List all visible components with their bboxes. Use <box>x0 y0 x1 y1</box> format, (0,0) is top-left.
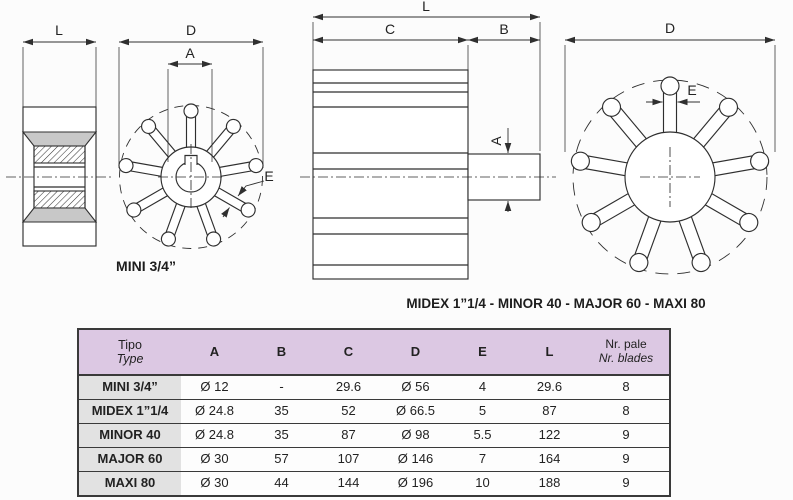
table-cell: 4 <box>478 379 487 395</box>
table-cell: Ø 30 <box>181 472 248 497</box>
table-row <box>78 424 670 448</box>
table-row <box>78 448 670 472</box>
row-label: MINOR 40 <box>78 424 181 448</box>
table-header-row <box>78 329 670 375</box>
header-nr-blades: Nr. blades <box>598 351 654 365</box>
table-cell: 8 <box>583 400 670 424</box>
table-cell: 35 <box>248 400 315 424</box>
dim-label-mini-L: L <box>55 22 63 38</box>
table-cell: Ø 98 <box>382 424 449 448</box>
table-cell: Ø 146 <box>382 448 449 472</box>
table-row <box>78 375 670 400</box>
dim-label-large-D: D <box>664 20 676 36</box>
spec-table <box>77 328 671 497</box>
mini-hub-shoulder-bottom <box>23 208 96 222</box>
table-cell: 122 <box>516 424 583 448</box>
table-cell: 5 <box>449 400 516 424</box>
table-header-E: E <box>449 329 516 375</box>
large-body <box>313 70 468 279</box>
table-cell: 9 <box>583 472 670 497</box>
table-cell: 57 <box>248 448 315 472</box>
large-front-view <box>565 20 775 274</box>
table-cell: Ø 66.5 <box>382 400 449 424</box>
table-cell: 29.6 <box>536 379 563 395</box>
dim-label-large-B: B <box>499 21 509 37</box>
dim-label-mini-A: A <box>185 45 195 61</box>
header-nr-pale: Nr. pale <box>605 337 647 352</box>
table-cell: 9 <box>583 424 670 448</box>
dim-label-mini-E: E <box>264 168 274 184</box>
table-cell: 87 <box>315 424 382 448</box>
row-label: MINI 3/4” <box>78 375 181 400</box>
table-cell: 7 <box>449 448 516 472</box>
table-cell: Ø 30 <box>181 448 248 472</box>
large-caption: MIDEX 1”1/4 - MINOR 40 - MAJOR 60 - MAXI 80 <box>406 296 706 311</box>
table-cell: Ø 24.8 <box>181 400 248 424</box>
table-cell: 10 <box>449 472 516 497</box>
mini-hub-hatch-top <box>34 146 85 163</box>
header-tipo: Tipo <box>118 337 142 352</box>
dim-label-mini-D: D <box>185 22 197 38</box>
row-label: MAXI 80 <box>78 472 181 497</box>
table-cell: 144 <box>315 472 382 497</box>
mini-front-view <box>118 22 274 249</box>
table-cell: 107 <box>315 448 382 472</box>
table-row <box>78 400 670 424</box>
table-cell: Ø 56 <box>401 379 430 395</box>
table-cell: 5.5 <box>449 424 516 448</box>
table-cell: Ø 12 <box>200 379 229 395</box>
table-cell: 87 <box>516 400 583 424</box>
table-cell: Ø 24.8 <box>181 424 248 448</box>
table-cell: 188 <box>516 472 583 497</box>
table-header-D: D <box>382 329 449 375</box>
table-cell: 29.6 <box>335 379 362 395</box>
table-header-C: C <box>315 329 382 375</box>
row-label: MIDEX 1”1/4 <box>78 400 181 424</box>
table-cell: 164 <box>516 448 583 472</box>
dim-label-large-A: A <box>488 136 504 146</box>
mini-caption: MINI 3/4” <box>116 258 176 274</box>
dim-label-large-C: C <box>384 21 396 37</box>
row-label: MAJOR 60 <box>78 448 181 472</box>
large-hub <box>625 132 715 222</box>
table-header-A: A <box>181 329 248 375</box>
dim-label-large-L: L <box>422 0 430 14</box>
table-cell: Ø 196 <box>382 472 449 497</box>
table-cell: 52 <box>315 400 382 424</box>
table-header-B: B <box>248 329 315 375</box>
table-header-L: L <box>516 329 583 375</box>
large-side-view <box>300 0 556 279</box>
table-cell: 44 <box>248 472 315 497</box>
table-cell: 35 <box>248 424 315 448</box>
table-header-blades <box>583 329 670 375</box>
mini-hub-shoulder-top <box>23 132 96 146</box>
header-type: Type <box>116 352 144 366</box>
table-row <box>78 472 670 497</box>
table-header-type <box>78 329 181 375</box>
table-cell: 8 <box>622 379 630 395</box>
table-cell: - <box>279 379 284 395</box>
dim-label-large-E: E <box>687 82 697 98</box>
mini-side-view <box>6 22 112 246</box>
table-cell: 9 <box>583 448 670 472</box>
mini-hub-hatch-bottom <box>34 191 85 208</box>
